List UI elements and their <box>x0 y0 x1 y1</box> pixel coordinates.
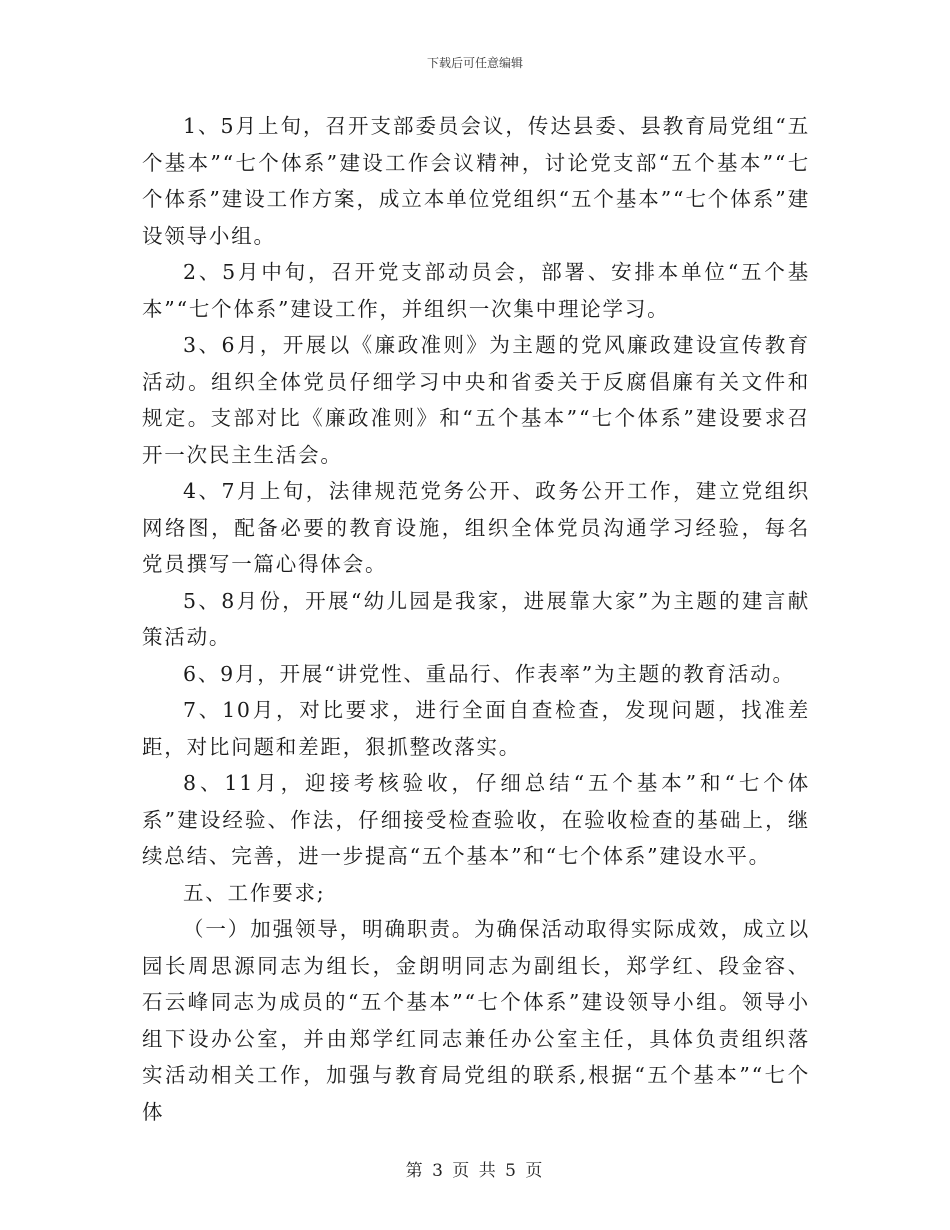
section-heading: 五、工作要求; <box>183 880 326 905</box>
paragraph-2: 2、5月中旬，召开党支部动员会，部署、安排本单位“五个基本”“七个体系”建设工作，并组织一次集中理论学习。 <box>142 260 810 321</box>
page-number: 第 3 页 共 5 页 <box>405 1161 545 1181</box>
paragraph-7: 7、10月，对比要求，进行全面自查检查，发现问题，找准差距，对比问题和差距，狠抓整改落实。 <box>142 698 810 759</box>
paragraph-9: （一）加强领导，明确职责。为确保活动取得实际成效，成立以园长周思源同志为组长，金朗明同志为副组长，郑学红、段金容、石云峰同志为成员的“五个基本”“七个体系”建设领导小组。领导小组下设办公室，并由郑学红同志兼任办公室主任，具体负责组织落实活动相关工作，加强与教育局党组的联系,根据“五个基本”“七个体 <box>142 917 810 1124</box>
paragraph-6: 6、9月，开展“讲党性、重品行、作表率”为主题的教育活动。 <box>183 661 795 686</box>
paragraph-8: 8、11月，迎接考核验收，仔细总结“五个基本”和“七个体系”建设经验、作法，仔细接受检查验收，在验收检查的基础上，继续总结、完善，进一步提高“五个基本”和“七个体系”建设水平。 <box>142 771 810 868</box>
paragraph-4: 4、7月上旬，法律规范党务公开、政务公开工作，建立党组织网络图，配备必要的教育设施，组织全体党员沟通学习经验，每名党员撰写一篇心得体会。 <box>142 479 810 576</box>
document-body <box>142 108 810 1130</box>
paragraph-1: 1、5月上旬，召开支部委员会议，传达县委、县教育局党组“五个基本”“七个体系”建设工作会议精神，讨论党支部“五个基本”“七个体系”建设工作方案，成立本单位党组织“五个基本”“七个体系”建设领导小组。 <box>142 114 810 248</box>
paragraph-5: 5、8月份，开展“幼儿园是我家，进展靠大家”为主题的建言献策活动。 <box>142 588 810 649</box>
page-header-note: 下载后可任意编辑 <box>426 56 523 70</box>
paragraph-3: 3、6月，开展以《廉政准则》为主题的党风廉政建设宣传教育活动。组织全体党员仔细学习中央和省委关于反腐倡廉有关文件和规定。支部对比《廉政准则》和“五个基本”“七个体系”建设要求召开一次民主生活会。 <box>142 333 810 467</box>
